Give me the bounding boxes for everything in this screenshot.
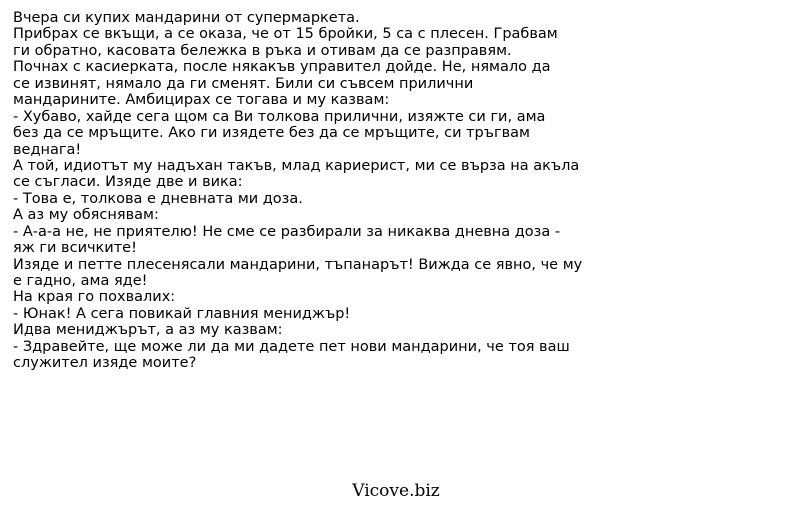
story-line: - Здравейте, ще може ли да ми дадете пет нови мандарини, че тоя ваш [13,338,570,355]
story-line: служител изяде моите? [13,355,197,372]
story-line: Вчера си купих мандарини от супермаркета. [13,10,360,26]
story-line: Идва мениджърът, а аз му казвам: [13,322,283,339]
story-line: яж ги всичките! [13,240,137,257]
story-line: се съгласи. Изяде две и вика: [13,174,243,191]
story-line: - А-а-а не, не приятелю! Не сме се разбирали за никаква дневна доза - [13,223,561,240]
story-line: се извинят, нямало да ги сменят. Били си съвсем прилични [13,75,474,92]
story-line: - Това е, толкова е дневната ми доза. [13,190,303,207]
story-line: А аз му обяснявам: [13,207,159,224]
story-line: е гадно, ама яде! [13,273,148,289]
story-line: - Хубаво, хайде сега щом са Ви толкова прилични, изяжте си ги, ама [13,108,546,125]
story-text [13,10,583,372]
story-line: На края го похвалих: [13,289,176,306]
story-line: - Юнак! А сега повикай главния мениджър! [13,305,351,322]
story-line: Почнах с касиерката, после някакъв управител дойде. Не, нямало да [13,59,551,76]
story-line: Изяде и петте плесенясали мандарини, тъпанарът! Вижда се явно, че му [13,256,583,273]
story-line: Прибрах се вкъщи, а се оказа, че от 15 бройки, 5 са с плесен. Грабвам [13,26,558,43]
story-line: ги обратно, касовата бележка в ръка и отивам да се разправям. [13,42,512,59]
story-line: веднага! [13,141,82,158]
story-line: без да се мръщите. Ако ги изядете без да се мръщите, си тръгвам [13,125,530,142]
story-line: мандарините. Амбицирах се тогава и му казвам: [13,92,390,109]
story-line: А той, идиотът му надъхан такъв, млад кариерист, ми се върза на акъла [13,157,580,174]
site-watermark: Vicove.biz [352,481,440,501]
